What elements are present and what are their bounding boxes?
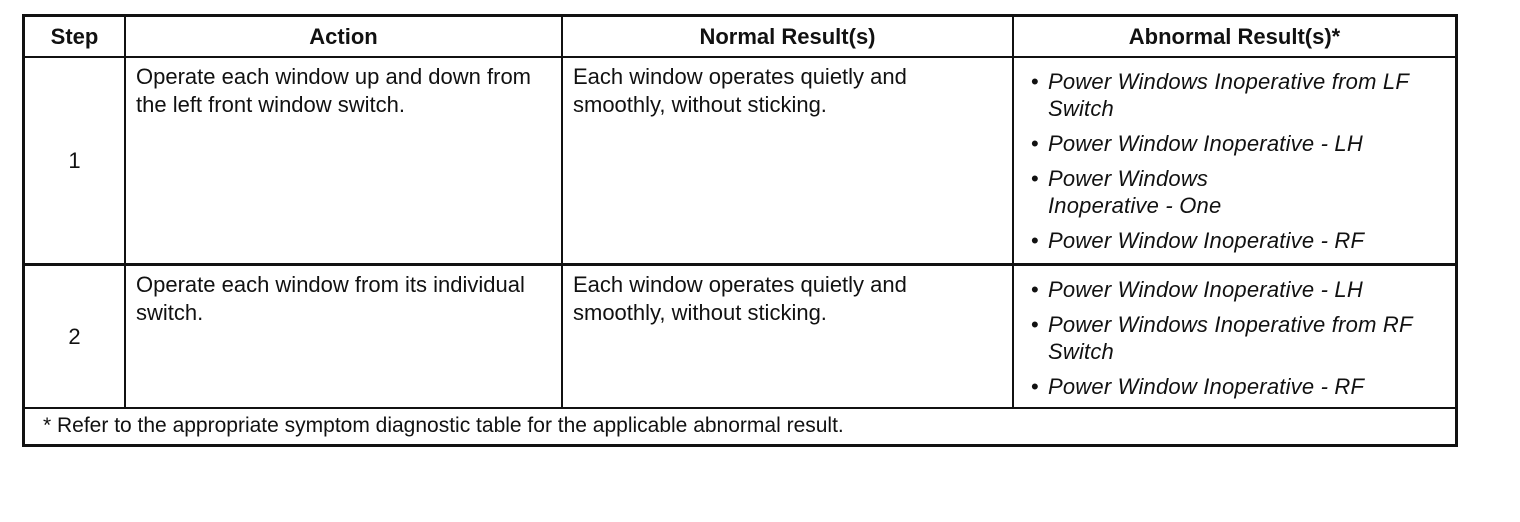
bullet-icon: • [1031,374,1039,399]
header-step: Step [25,17,126,56]
abnormal-results [1014,58,1455,263]
abnormal-result-link: Power Window Inoperative - LH [1048,131,1363,156]
abnormal-result-link: Power Windows Inoperative - One [1048,166,1222,218]
table-row [25,56,1455,263]
normal-result-text: Each window operates quietly and smoothly, without sticking. [563,58,1014,263]
bullet-icon: • [1031,166,1039,191]
table-row [25,263,1455,407]
abnormal-result-link: Power Windows Inoperative from RF Switch [1048,312,1413,364]
table-header-row [25,17,1455,56]
abnormal-result-link: Power Window Inoperative - RF [1048,374,1365,399]
bullet-icon: • [1031,277,1039,302]
header-abnormal-results: Abnormal Result(s)* [1128,23,1341,49]
list-item [1022,165,1449,219]
bullet-icon: • [1031,228,1039,253]
list-item [1022,311,1449,365]
action-text: Operate each window up and down from the left front window switch. [126,58,563,263]
bullet-icon: • [1031,69,1039,94]
bullet-icon: • [1031,131,1039,156]
bullet-icon: • [1031,312,1039,337]
abnormal-result-link: Power Window Inoperative - RF [1048,228,1365,253]
list-item [1022,130,1449,157]
action-text: Operate each window from its individual switch. [126,266,563,407]
footnote-row [25,407,1455,444]
list-item [1022,68,1449,122]
list-item [1022,373,1449,400]
abnormal-results [1014,266,1455,407]
header-action: Action [126,17,563,56]
diagnostic-table [22,14,1458,447]
abnormal-result-link: Power Windows Inoperative from LF Switch [1048,69,1409,121]
normal-result-text: Each window operates quietly and smoothly, without sticking. [563,266,1014,407]
list-item [1022,276,1449,303]
step-number: 2 [25,266,126,407]
footnote: * Refer to the appropriate symptom diagnostic table for the applicable abnormal result. [43,414,844,437]
list-item [1022,227,1449,254]
header-normal-results: Normal Result(s) [563,17,1014,56]
step-number: 1 [25,58,126,263]
abnormal-result-link: Power Window Inoperative - LH [1048,277,1363,302]
